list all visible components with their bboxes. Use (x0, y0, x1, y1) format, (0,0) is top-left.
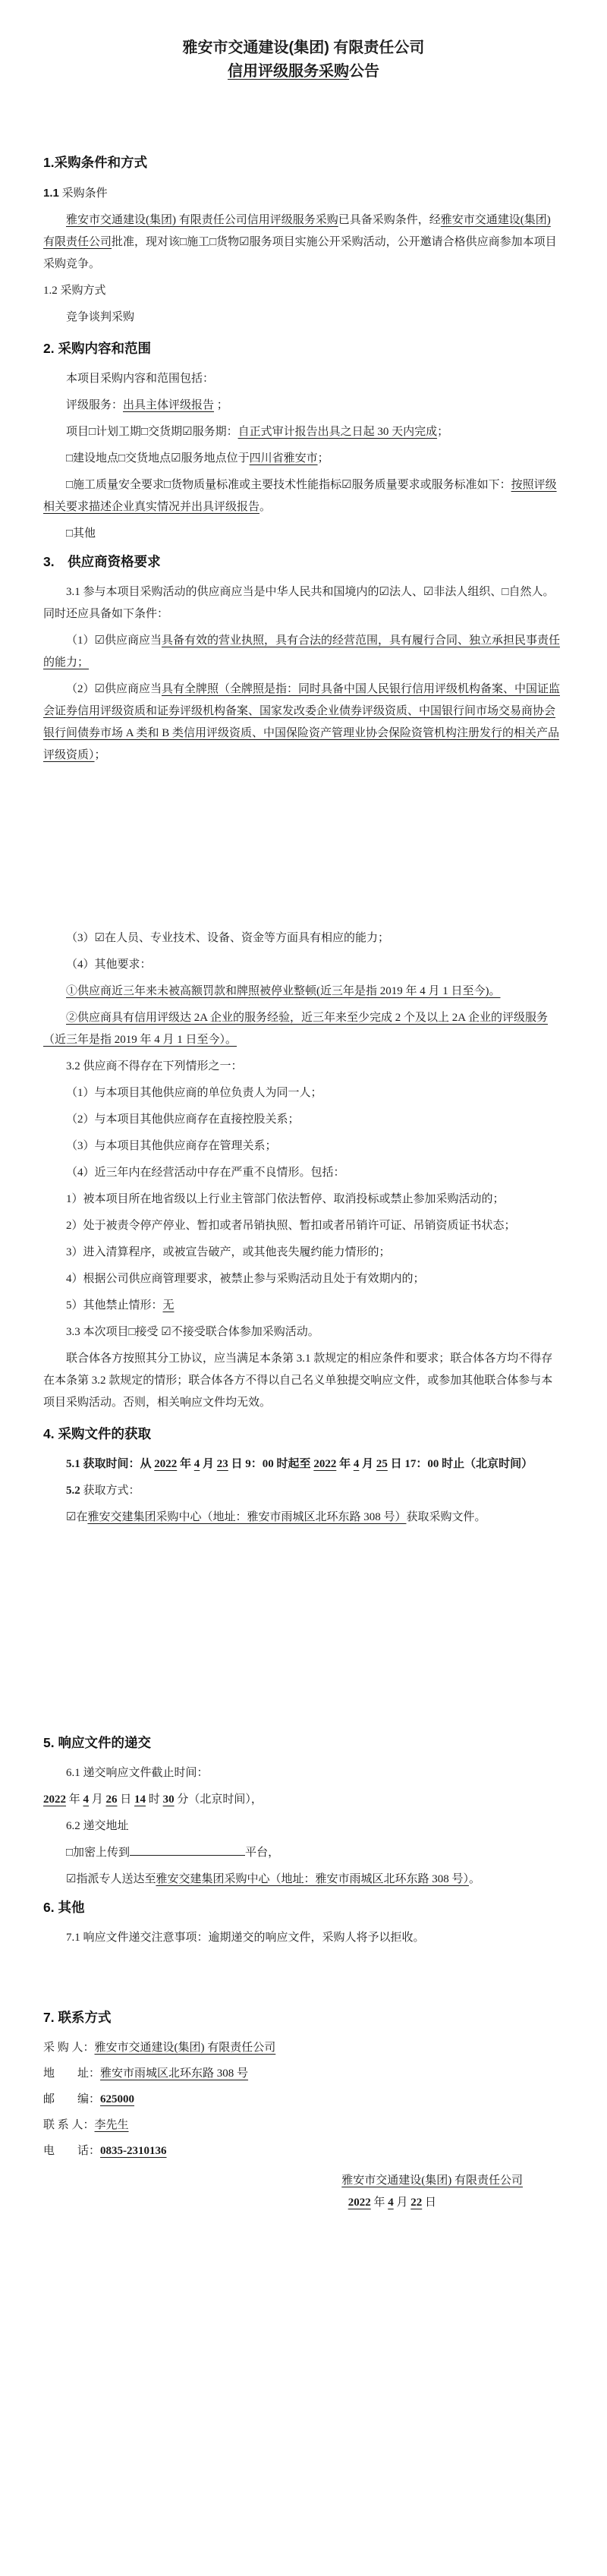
section-1-heading: 1.采购条件和方式 (43, 155, 148, 170)
scope-item-service-location (43, 448, 564, 470)
deadline-month: 4 (83, 1793, 90, 1806)
obtain-start-year: 2022 (154, 1458, 178, 1470)
section-2-heading: 2. 采购内容和范围 (43, 341, 151, 356)
deadline-day: 26 (105, 1793, 118, 1806)
obtain-time-paragraph (43, 1453, 564, 1475)
text-run: ☑指派专人送达至 (66, 1873, 156, 1885)
condition-1-requirement: 具备有效的营业执照，具有合法的经营范围，具有履行合同、独立承担民事责任的能力； (43, 635, 560, 669)
procurement-method: 竞争谈判采购 (66, 311, 135, 323)
submission-notes-paragraph: 7.1 响应文件递交注意事项：逾期递交的响应文件，采购人将予以拒收。 (66, 1932, 425, 1944)
contact-label: 联 系 人： (43, 2119, 95, 2131)
clause-number: 5.2 (66, 1485, 80, 1497)
text-run: ； (94, 749, 106, 761)
signature-month: 4 (388, 2197, 394, 2209)
prohibition-4-sub-1: 1）被本项目所在地省级以上行业主管部门依法暂停、取消投标或禁止参加采购活动的； (66, 1193, 505, 1205)
text-run: 5）其他禁止情形： (66, 1299, 163, 1312)
clause-3-1-paragraph: 3.1 参与本项目采购活动的供应商应当是中华人民共和国境内的☑法人、☑非法人组织、□自然人。同时还应具备如下条件： (43, 586, 555, 620)
signature-company-name: 雅安市交通建设(集团) 有限责任公司 (341, 2174, 523, 2187)
text-run: 公告 (349, 63, 379, 80)
text-run: （2）☑供应商应当 (66, 683, 162, 695)
text-run: 。 (468, 1873, 480, 1885)
text-run: ； (214, 399, 228, 411)
page-break-gap (43, 1533, 564, 1723)
address-value: 雅安市雨城区北环东路 308 号 (100, 2067, 249, 2080)
other-requirement-1 (43, 981, 564, 1003)
section-6-heading: 6. 其他 (43, 1900, 85, 1915)
contact-label: 采 购 人： (43, 2042, 95, 2054)
contact-label: 邮 编： (43, 2093, 101, 2105)
submission-address-label: 6.2 递交地址 (66, 1820, 129, 1832)
section-5-heading: 5. 响应文件的递交 (43, 1735, 151, 1750)
page-break-gap (43, 771, 564, 923)
section-7-heading: 7. 联系方式 (43, 2010, 112, 2025)
contact-row-purchaser (43, 2037, 564, 2059)
text-run: 获取方式： (80, 1485, 140, 1497)
text-run: 项目□计划工期□交货期☑服务期： (66, 426, 238, 438)
contact-person-value: 李先生 (94, 2119, 129, 2131)
text-run: □施工质量安全要求□货物质量标准或主要技术性能指标☑服务质量要求或服务标准如下： (66, 479, 511, 491)
text-run: 批准，现对该□施工□货物☑服务项目实施公开采购活动，公开邀请合格供应商参加本项目采购竞争。 (43, 236, 557, 270)
scope-intro: 本项目采购内容和范围包括： (66, 373, 215, 385)
condition-2 (43, 679, 564, 767)
clause-1-1-label (43, 182, 564, 205)
text-run: 年 (370, 2197, 388, 2209)
prohibition-3: （3）与本项目其他供应商存在管理关系； (66, 1140, 277, 1152)
section-gap (43, 1954, 564, 1998)
submission-deadline-label: 6.1 递交响应文件截止时间： (66, 1767, 209, 1779)
consortium-rules-paragraph: 联合体各方按照其分工协议，应当满足本条第 3.1 款规定的相应条件和要求；联合体各方均不得存在本条第 3.2 款规定的情形；联合体各方不得以自己名义单独提交响应文件，或参加其他联合体参与本项目采购活动。否则，相关响应文件均无效。 (43, 1353, 553, 1409)
contact-label: 地 址： (43, 2067, 101, 2080)
prohibition-2: （2）与本项目其他供应商存在直接控股关系； (66, 1113, 300, 1126)
deadline-hour: 14 (134, 1793, 146, 1806)
clause-3-2-paragraph: 3.2 供应商不得存在下列情形之一： (66, 1060, 243, 1072)
text-run: 日 9：00 时起至 (228, 1458, 314, 1470)
text-run: 分（北京时间）， (174, 1793, 263, 1806)
text-run: □加密上传到 (66, 1847, 131, 1859)
document-title-line2 (43, 60, 564, 83)
phone-value: 0835-2310136 (100, 2145, 167, 2157)
purchaser-project-name: 雅安市交通建设(集团) 有限责任公司信用评级服务采购 (66, 214, 338, 226)
clause-1-2-label: 1.2 采购方式 (43, 285, 106, 297)
text-run: 月 (89, 1793, 106, 1806)
obtain-location-value: 雅安交建集团采购中心（地址：雅安市雨城区北环东路 308 号） (87, 1511, 407, 1523)
text-run: 日 (422, 2197, 436, 2209)
prohibition-4-sub-5 (43, 1295, 564, 1317)
text-run: 日 17：00 时止（北京时间） (387, 1458, 533, 1470)
condition-1 (43, 630, 564, 674)
other-requirement-2-text: ②供应商具有信用评级达 2A 企业的服务经验，近三年来至少完成 2 个及以上 2A 企业的评级服务（近三年是指 2019 年 4 月 1 日至今）。 (43, 1012, 549, 1046)
rating-service-value: 出具主体评级报告 (123, 399, 215, 411)
title-underlined-text: 信用评级服务采购 (228, 63, 349, 80)
other-requirement-1-text: ①供应商近三年来未被高额罚款和牌照被停业整顿(近三年是指 2019 年 4 月 1 日至今)。 (66, 985, 501, 997)
signature-day: 22 (410, 2197, 423, 2209)
text-run: 平台， (245, 1847, 280, 1859)
prohibition-4-sub-4: 4）根据公司供应商管理要求，被禁止参与采购活动且处于有效期内的； (66, 1273, 425, 1285)
other-prohibition-value: 无 (162, 1299, 175, 1312)
obtain-start-day: 23 (216, 1458, 228, 1470)
signature-date (43, 2192, 564, 2214)
delivery-option-line (43, 1869, 564, 1891)
obtain-start-month: 4 (193, 1458, 200, 1470)
text-run: 年 (177, 1458, 194, 1470)
text-run: 已具备采购条件，经 (338, 214, 441, 226)
condition-4: （4）其他要求： (66, 959, 152, 971)
text-run: □建设地点□交货地点☑服务地点位于 (66, 452, 250, 464)
section-4-heading: 4. 采购文件的获取 (43, 1426, 151, 1441)
contact-row-person (43, 2115, 564, 2137)
prohibition-1: （1）与本项目其他供应商的单位负责人为同一人； (66, 1087, 322, 1099)
scope-item-rating-service (43, 395, 564, 417)
postcode-value: 625000 (100, 2093, 135, 2105)
purchaser-value: 雅安市交通建设(集团) 有限责任公司 (94, 2042, 276, 2054)
prohibition-4: （4）近三年内在经营活动中存在严重不良情形。包括： (66, 1167, 345, 1179)
condition-2-requirement: 具有全牌照（全牌照是指：同时具备中国人民银行信用评级机构备案、中国证监会证券信用评级资质和证券评级机构备案、国家发改委企业债券评级资质、中国银行间市场交易商协会银行间债券市场 A 类和 B 类信用评级资质、中国保险资产管理业协会保险资管机构注册发行的相关产品评级资质） (43, 683, 560, 761)
clause-number: 1.1 (43, 187, 59, 200)
other-requirement-2 (43, 1007, 564, 1051)
section-3-heading: 3. 供应商资格要求 (43, 554, 161, 569)
text-run: 评级服务： (66, 399, 124, 411)
blank-fill-line (130, 1844, 245, 1856)
text-run: ； (317, 452, 329, 464)
condition-3: （3）☑在人员、专业技术、设备、资金等方面具有相应的能力； (66, 932, 389, 944)
text-run: 年 (66, 1793, 83, 1806)
obtain-method-label (43, 1480, 564, 1502)
text-run: 时 (146, 1793, 163, 1806)
document-title-line1: 雅安市交通建设(集团) 有限责任公司 (182, 39, 425, 56)
text-run: 年 (336, 1458, 354, 1470)
contact-row-postcode (43, 2089, 564, 2111)
scope-item-quality-standard (43, 474, 564, 518)
signature-company (43, 2170, 564, 2192)
contact-row-phone (43, 2140, 564, 2162)
contact-row-address (43, 2063, 564, 2085)
text-run: 月 (359, 1458, 376, 1470)
deadline-minute: 30 (162, 1793, 175, 1806)
scope-item-service-period (43, 421, 564, 443)
service-location-value: 四川省雅安市 (249, 452, 318, 464)
contact-label: 电 话： (43, 2145, 101, 2157)
obtain-end-month: 4 (353, 1458, 360, 1470)
text-run: （1）☑供应商应当 (66, 635, 162, 647)
obtain-end-year: 2022 (313, 1458, 337, 1470)
purchaser-name: 雅安市交通建设(集团) 有限责任公司 (43, 214, 551, 248)
text-run: 采购条件 (58, 187, 108, 200)
obtain-method-paragraph (43, 1507, 564, 1529)
submission-deadline-date (43, 1789, 564, 1811)
text-run: 日 (117, 1793, 135, 1806)
document-title-block (43, 36, 564, 83)
deadline-year: 2022 (43, 1793, 66, 1806)
upload-option-line (43, 1842, 564, 1864)
service-period-value: 自正式审计报告出具之日起 30 天内完成 (237, 426, 438, 438)
obtain-end-day: 25 (376, 1458, 388, 1470)
prohibition-4-sub-2: 2）处于被责令停产停业、暂扣或者吊销执照、暂扣或者吊销许可证、吊销资质证书状态； (66, 1220, 516, 1232)
signature-block (43, 2170, 564, 2214)
prohibition-4-sub-3: 3）进入清算程序，或被宣告破产，或其他丧失履约能力情形的； (66, 1246, 391, 1258)
text-run: 月 (200, 1458, 217, 1470)
scope-item-other: □其他 (66, 527, 96, 540)
delivery-location-value: 雅安交建集团采购中心（地址：雅安市雨城区北环东路 308 号） (156, 1873, 469, 1885)
text-run: ☑在 (66, 1511, 88, 1523)
text-run: 。 (259, 501, 272, 513)
text-run: 月 (393, 2197, 411, 2209)
clause-1-1-paragraph (43, 209, 564, 276)
text-run: 获取采购文件。 (406, 1511, 486, 1523)
clause-3-3-paragraph: 3.3 本次项目□接受 ☑不接受联合体参加采购活动。 (66, 1326, 319, 1338)
quality-standard-value: 按照评级相关要求描述企业真实情况并出具评级报告 (43, 479, 557, 513)
signature-year: 2022 (348, 2197, 371, 2209)
text-run: 5.1 获取时间：从 (66, 1458, 155, 1470)
text-run: ； (437, 426, 449, 438)
